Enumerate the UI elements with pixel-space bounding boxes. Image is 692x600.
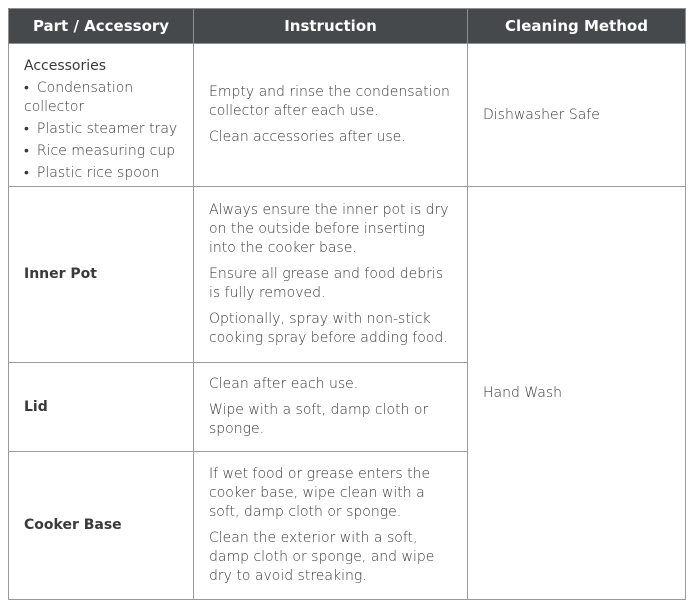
instruction-text: Clean after each use. [209,376,359,392]
part-cell: Lid [9,363,194,452]
instruction-text: Always ensure the inner pot is dry on the outside before inserting into the cooker base. [209,202,449,256]
instruction-text: Optionally, spray with non-stick cooking spray before adding food. [209,311,448,346]
header-part: Part / Accessory [9,9,194,44]
instruction-cell [194,44,468,187]
method-cell: Dishwasher Safe [468,44,686,187]
cleaning-table [8,8,686,600]
table-row [9,44,686,187]
accessory-list [24,79,178,183]
list-item: • Condensation collector [24,79,178,117]
instruction-cell [194,187,468,363]
instruction-text: Wipe with a soft, damp cloth or sponge. [209,402,429,437]
part-cell: Cooker Base [9,452,194,600]
table-row [9,187,686,363]
instruction-text: Empty and rinse the condensation collector after each use. [209,84,450,119]
header-row [9,9,686,44]
list-item: • Plastic steamer tray [24,120,178,139]
list-item: • Rice measuring cup [24,142,178,161]
instruction-cell [194,363,468,452]
header-method: Cleaning Method [468,9,686,44]
instruction-text: Ensure all grease and food debris is fully removed. [209,266,444,301]
part-cell [9,44,194,187]
part-cell: Inner Pot [9,187,194,363]
header-instruction: Instruction [194,9,468,44]
instruction-text: If wet food or grease enters the cooker base, wipe clean with a soft, damp cloth or sponge. [209,466,431,520]
instruction-text: Clean the exterior with a soft, damp cloth or sponge, and wipe dry to avoid streaking. [209,530,435,584]
instruction-text: Clean accessories after use. [209,129,406,145]
method-cell: Hand Wash [468,187,686,600]
list-item: • Plastic rice spoon [24,164,178,183]
part-label: Accessories [24,58,107,74]
instruction-cell [194,452,468,600]
